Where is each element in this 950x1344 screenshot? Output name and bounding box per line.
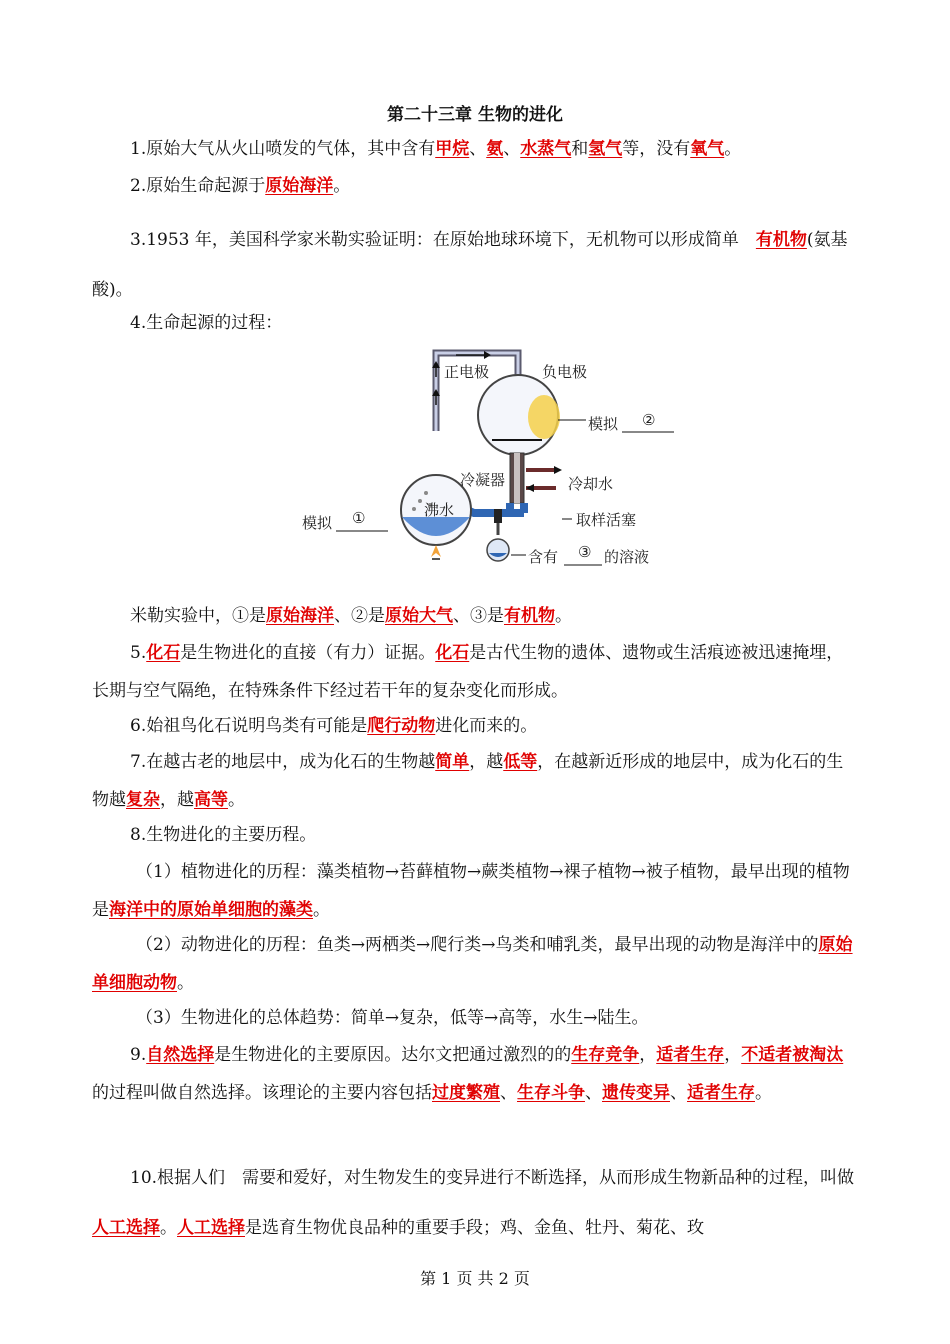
chapter-title: 第二十三章 生物的进化 bbox=[387, 105, 563, 125]
answer: 遗传变异 bbox=[602, 1083, 670, 1103]
answer: 生存竞争 bbox=[571, 1045, 640, 1065]
answer: 海洋中的原始单细胞的藻类 bbox=[109, 900, 313, 920]
answer: 适者生存 bbox=[687, 1083, 755, 1103]
answer: 人工选择 bbox=[177, 1218, 245, 1238]
stopcock-label: 取样活塞 bbox=[576, 511, 637, 529]
contain-label: 含有 bbox=[528, 548, 559, 566]
item-1: 1.原始大气从火山喷发的气体，其中含有甲烷、氨、水蒸气和氢气等，没有氧气。 bbox=[130, 139, 742, 159]
condenser-label: 冷凝器 bbox=[460, 471, 506, 489]
blank-number: ② bbox=[642, 411, 656, 429]
answer: 水蒸气 bbox=[520, 139, 572, 159]
negative-electrode-label: 负电极 bbox=[542, 363, 588, 381]
answer: 复杂 bbox=[126, 790, 160, 810]
answer: 氨 bbox=[486, 139, 504, 159]
flame-icon bbox=[431, 545, 441, 557]
item-6: 6.始祖鸟化石说明鸟类有可能是爬行动物进化而来的。 bbox=[130, 716, 538, 736]
simulate-label: 模拟 bbox=[588, 415, 619, 433]
answer: 有机物 bbox=[504, 606, 555, 626]
answer: 甲烷 bbox=[435, 139, 470, 159]
solution-label: 的溶液 bbox=[604, 548, 650, 566]
answer: 原始单细胞动物 bbox=[92, 935, 853, 993]
item-8-1: （1）植物进化的历程：藻类植物→苔藓植物→蕨类植物→裸子植物→被子植物，最早出现的植物是海洋中的原始单细胞的藻类。 bbox=[92, 862, 850, 920]
answer: 化石 bbox=[146, 643, 181, 663]
answer: 有机物 bbox=[755, 230, 807, 250]
answer: 生存斗争 bbox=[517, 1083, 585, 1103]
item-4: 4.生命起源的过程： bbox=[130, 313, 283, 333]
item-3: 3.1953 年，美国科学家米勒实验证明：在原始地球环境下，无机物可以形成简单 有机物(氨基酸)。 bbox=[92, 230, 848, 300]
item-8-2: （2）动物进化的历程：鱼类→两栖类→爬行类→鸟类和哺乳类，最早出现的动物是海洋中的原始单细胞动物。 bbox=[92, 935, 853, 993]
answer: 人工选择 bbox=[92, 1218, 160, 1238]
spark-glow bbox=[528, 395, 560, 439]
item-8: 8.生物进化的主要历程。 bbox=[130, 825, 317, 845]
item-5: 5.化石是生物进化的直接（有力）证据。化石是古代生物的遗体、遗物或生活痕迹被迅速掩埋，长期与空气隔绝，在特殊条件下经过若干年的复杂变化而形成。 bbox=[92, 643, 844, 701]
item-9: 9.自然选择是生物进化的主要原因。达尔文把通过激烈的的生存竞争，适者生存，不适者被淘汰的过程叫做自然选择。该理论的主要内容包括过度繁殖、生存斗争、遗传变异、适者生存。 bbox=[92, 1045, 844, 1103]
miller-answers: 米勒实验中，①是原始海洋、②是原始大气、③是有机物。 bbox=[130, 606, 572, 626]
blank-number: ① bbox=[352, 509, 366, 527]
page-footer: 第 1 页 共 2 页 bbox=[420, 1269, 530, 1288]
boiling-water-label: 沸水 bbox=[424, 501, 455, 519]
answer: 原始海洋 bbox=[265, 176, 334, 196]
item-2: 2.原始生命起源于原始海洋。 bbox=[130, 176, 351, 196]
answer: 不适者被淘汰 bbox=[741, 1045, 844, 1065]
answer: 爬行动物 bbox=[367, 716, 436, 736]
positive-electrode-label: 正电极 bbox=[444, 363, 490, 381]
answer: 氢气 bbox=[588, 139, 623, 159]
answer: 高等 bbox=[194, 790, 228, 810]
answer: 化石 bbox=[435, 643, 470, 663]
answer: 低等 bbox=[503, 752, 538, 772]
answer: 简单 bbox=[435, 752, 470, 772]
answer: 原始大气 bbox=[385, 606, 453, 626]
item-8-3: （3）生物进化的总体趋势：简单→复杂，低等→高等，水生→陆生。 bbox=[136, 1008, 649, 1028]
cooling-water-label: 冷却水 bbox=[568, 475, 614, 493]
answer: 原始海洋 bbox=[266, 606, 334, 626]
item-7: 7.在越古老的地层中，成为化石的生物越简单，越低等，在越新近形成的地层中，成为化石的生物越复杂，越高等。 bbox=[92, 752, 844, 810]
answer: 过度繁殖 bbox=[432, 1083, 500, 1103]
answer: 氧气 bbox=[690, 139, 725, 159]
miller-experiment-diagram bbox=[296, 345, 676, 575]
item-10: 10.根据人们 需要和爱好，对生物发生的变异进行不断选择，从而形成生物新品种的过程，叫做人工选择。人工选择是选育生物优良品种的重要手段；鸡、金鱼、牡丹、菊花、玫 bbox=[92, 1168, 855, 1238]
simulate-label: 模拟 bbox=[302, 514, 333, 532]
blank-number: ③ bbox=[578, 543, 592, 561]
answer: 适者生存 bbox=[656, 1045, 725, 1065]
answer: 自然选择 bbox=[146, 1045, 215, 1065]
